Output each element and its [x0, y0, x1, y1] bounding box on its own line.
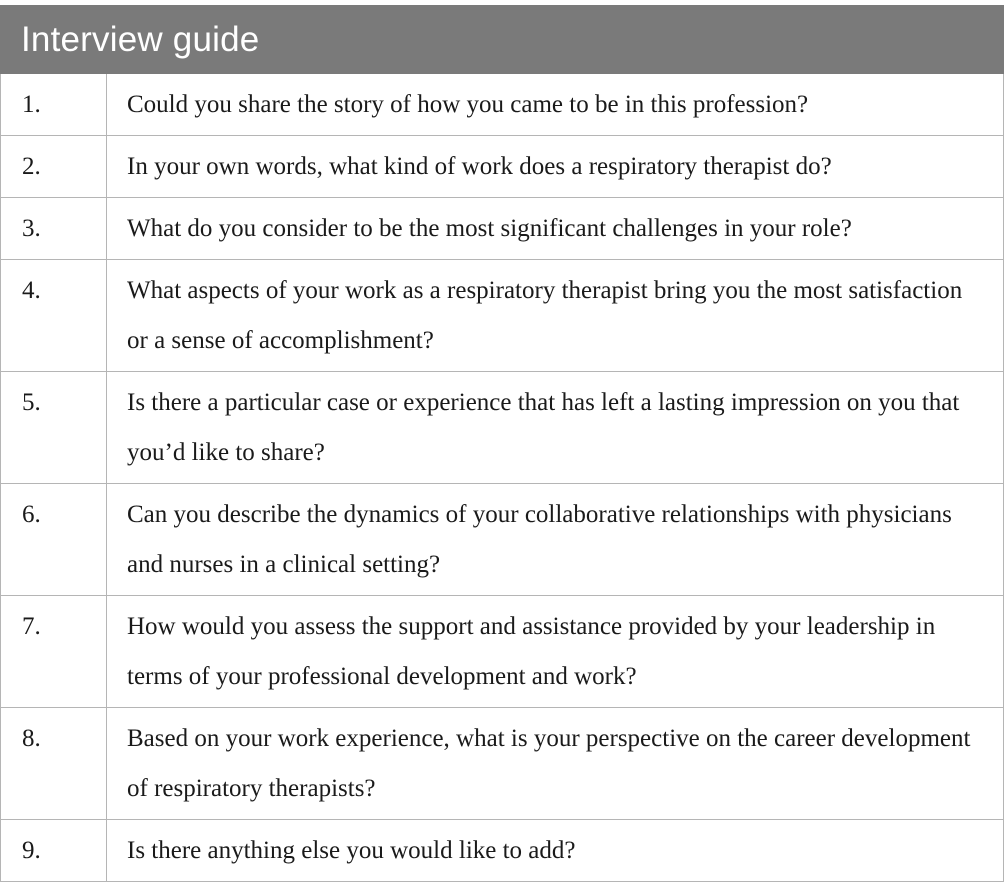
table-row [1, 484, 1004, 596]
row-question: Could you share the story of how you came to be in this profession? [107, 74, 1004, 136]
table-row [1, 708, 1004, 820]
table-row [1, 260, 1004, 372]
table-row [1, 198, 1004, 260]
table-row [1, 820, 1004, 882]
row-number: 4. [1, 260, 107, 372]
table-title: Interview guide [1, 6, 1004, 74]
table-row [1, 136, 1004, 198]
row-question: In your own words, what kind of work does a respiratory therapist do? [107, 136, 1004, 198]
row-number: 1. [1, 74, 107, 136]
table-row [1, 74, 1004, 136]
interview-guide-table [0, 5, 1004, 882]
row-question: Based on your work experience, what is your perspective on the career development of respiratory therapists? [107, 708, 1004, 820]
row-question: What do you consider to be the most significant challenges in your role? [107, 198, 1004, 260]
row-number: 9. [1, 820, 107, 882]
table-header-row [1, 6, 1004, 74]
table-row [1, 372, 1004, 484]
row-number: 7. [1, 596, 107, 708]
row-number: 5. [1, 372, 107, 484]
row-question: How would you assess the support and assistance provided by your leadership in terms of your professional development and work? [107, 596, 1004, 708]
row-number: 2. [1, 136, 107, 198]
row-question: Can you describe the dynamics of your collaborative relationships with physicians and nurses in a clinical setting? [107, 484, 1004, 596]
row-question: Is there anything else you would like to add? [107, 820, 1004, 882]
row-question: What aspects of your work as a respiratory therapist bring you the most satisfaction or a sense of accomplishment? [107, 260, 1004, 372]
table-row [1, 596, 1004, 708]
row-number: 6. [1, 484, 107, 596]
row-number: 3. [1, 198, 107, 260]
row-number: 8. [1, 708, 107, 820]
row-question: Is there a particular case or experience that has left a lasting impression on you that you’d like to share? [107, 372, 1004, 484]
